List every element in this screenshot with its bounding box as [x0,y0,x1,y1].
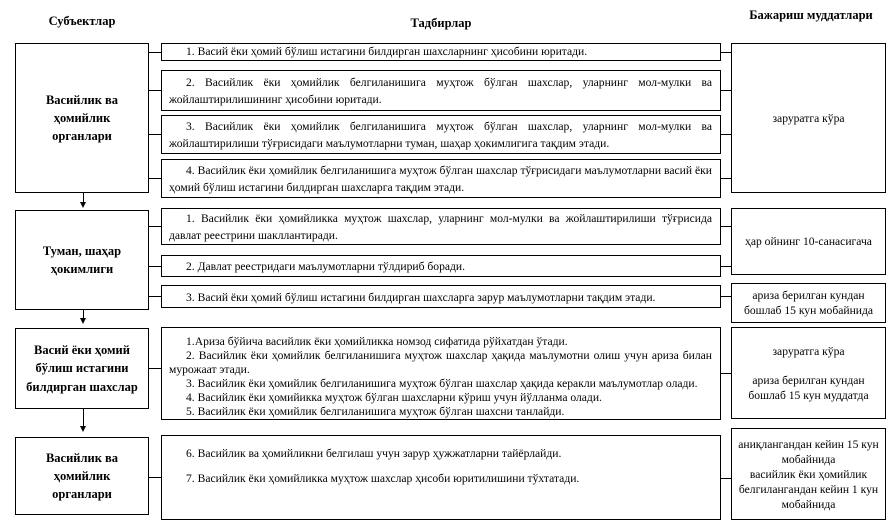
connector-line [721,134,731,135]
task-text: 1. Васий ёки ҳомий бўлиш истагини билдирган шахсларнинг ҳисобини юритади. [186,45,588,58]
connector-line [721,373,731,374]
connector-line [721,178,731,179]
task-box [161,43,721,61]
connector-line [721,52,731,53]
connector-line [721,266,731,267]
deadline-box [731,43,886,193]
column-header-activities: Тадбирлар [410,16,472,30]
down-arrow-icon [80,426,86,432]
task-text: 2. Васийлик ёки ҳомийлик белгиланишига муҳтож бўлган шахслар, уларнинг мол-мулки ва жойлаштирилишининг ҳисобини юритади. [169,76,712,106]
connector-line [149,52,161,53]
task-text: 3. Васийлик ёки ҳомийлик белгиланишига муҳтож бўлган шахслар, уларнинг мол-мулки ва жойлаштирилиши тўғрисидаги маълумотларни туман, шаҳар ҳокимлигига тақдим этади. [169,120,712,150]
connector-line [149,134,161,135]
connector-line [721,90,731,91]
task-box [161,435,721,520]
task-text: 7. Васийлик ёки ҳомийликка муҳтож шахслар ҳисоби юритилишини тўхтатади. [186,471,580,485]
connector-line [149,368,161,369]
deadline-box [731,327,886,419]
deadline-text: заруратга кўра [772,111,845,125]
connector-line [721,226,731,227]
task-text: 4. Васийлик ёки ҳомийикка муҳтож бўлган шахсларни кўриш учун йўлланма олади. [186,391,602,404]
connector-line [721,296,731,297]
down-arrow-icon [80,202,86,208]
task-text: 1. Васийлик ёки ҳомийликка муҳтож шахслар, уларнинг мол-мулки ва жойлаштирилиши тўғрисида давлат реестрини шакллантиради. [169,212,712,242]
task-text: 6. Васийлик ва ҳомийликни белгилаш учун зарур ҳужжатларни тайёрлайди. [186,447,562,460]
deadline-box [731,283,886,323]
subject-box-district-city-khokimiyat: Туман, шаҳар ҳокимлиги [15,210,149,310]
task-box [161,255,721,277]
deadline-text: ариза берилган кундан бошлаб 15 кун мобайнида [743,289,874,317]
task-box [161,208,721,245]
task-box [161,285,721,308]
deadline-box [731,428,886,520]
subject-box-guardian-applicants: Васий ёки ҳомий бўлиш истагини билдирган шахслар [15,328,149,409]
task-text: 2. Васийлик ёки ҳомийлик белгиланишига муҳтож шахслар ҳақида маълумотни олиш учун ариза билан мурожаат этади. [169,349,712,376]
connector-line [721,478,731,479]
connector-line [149,266,161,267]
deadline-text: заруратга кўра [772,344,845,358]
deadline-text: ҳар ойнинг 10-санасигача [745,235,872,248]
task-text: 3. Васий ёки ҳомий бўлиш истагини билдирган шахсларга зарур маълумотларни тақдим этади. [186,291,656,304]
connector-line [149,178,161,179]
task-box [161,115,721,154]
connector-line [149,226,161,227]
deadline-box [731,208,886,275]
task-text: 1.Ариза бўйича васийлик ёки ҳомийликка номзод сифатида рўйхатдан ўтади. [186,335,568,348]
task-box [161,70,721,111]
task-text: 4. Васийлик ёки ҳомийлик белгиланишига муҳтож бўлган шахслар тўғрисидаги маълумотларни васий ёки ҳомий бўлиш истагини билдирган шахсларга тақдим этади. [169,164,712,194]
task-box [161,159,721,198]
down-arrow-icon [80,318,86,324]
subject-box-guardianship-bodies: Васийлик ва ҳомийлик органлари [15,43,149,193]
connector-line [149,90,161,91]
subject-box-guardianship-bodies-final: Васийлик ва ҳомийлик органлари [15,437,149,515]
task-text: 5. Васийлик ёки ҳомийлик белгиланишига муҳтож бўлган шахсни танлайди. [186,405,565,418]
task-box [161,327,721,420]
deadline-text: ариза берилган кундан бошлаб 15 кун муддатда [748,373,869,402]
deadline-text: аниқлангандан кейин 15 кун мобайнида [738,437,879,466]
down-arrow-line [83,409,84,427]
column-header-subjects: Субъектлар [48,14,116,28]
task-text: 2. Давлат реестридаги маълумотларни тўлдириб боради. [186,260,466,273]
connector-line [149,477,161,478]
column-header-deadlines: Бажариш муддатлари [749,8,873,22]
deadline-text: васийлик ёки ҳомийлик белгилангандан кейин 1 кун мобайнида [738,467,879,511]
connector-line [149,296,161,297]
task-text: 3. Васийлик ёки ҳомийлик белгиланишига муҳтож бўлган шахслар ҳақида керакли маълумотлар олади. [186,377,698,390]
